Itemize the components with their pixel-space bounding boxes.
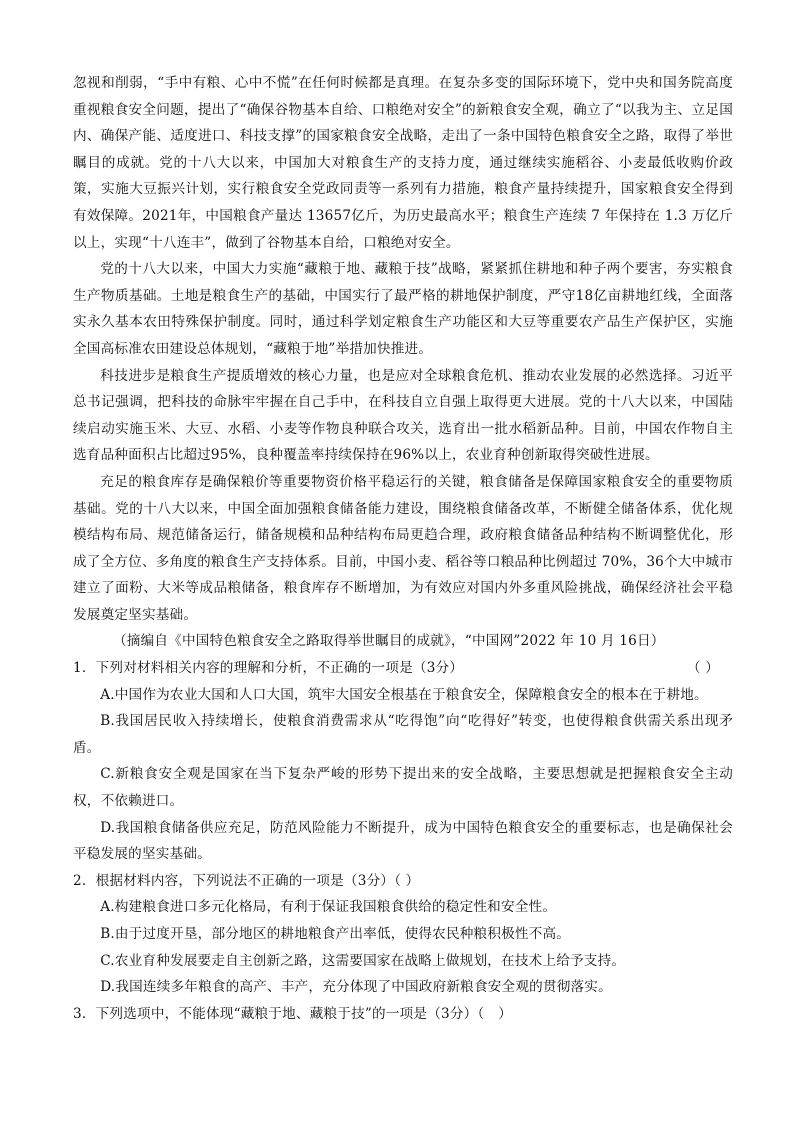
question-1-option-c: C.新粮食安全观是国家在当下复杂严峻的形势下提出来的安全战略，主要思想就是把握粮食安全主动权，不依赖进口。	[73, 766, 733, 810]
question-3-stem: 3．下列选项中，不能体现“藏粮于地、藏粮于技”的一项是（3分）（ ）	[73, 1005, 513, 1022]
question-2-stem: 2．根据材料内容，下列说法不正确的一项是（3分）（ ）	[73, 872, 420, 889]
document-page	[73, 70, 733, 1027]
question-1-stem: 1．下列对材料相关内容的理解和分析，不正确的一项是（3分）	[73, 660, 464, 677]
question-1-option-b: B.我国居民收入持续增长，使粮食消费需求从“吃得饱”向“吃得好”转变，也使得粮食供需关系出现矛盾。	[73, 713, 733, 756]
question-2-option-d: D.我国连续多年粮食的高产、丰产，充分体现了中国政府新粮食安全观的贯彻落实。	[100, 979, 612, 996]
paragraph-1: 忽视和削弱，“手中有粮、心中不慌”在任何时候都是真理。在复杂多变的国际环境下，党中央和国务院高度重视粮食安全问题，提出了“确保谷物基本自给、口粮绝对安全”的新粮食安全观，确立了“以我为主、立足国内、确保产能、适度进口、科技支撑”的国家粮食安全战略，走出了一条中国特色粮食安全之路，取得了举世瞩目的成就。党的十八大以来，中国加大对粮食生产的支持力度，通过继续实施稻谷、小麦最低收购价政策，实施大豆振兴计划，实行粮食安全党政同责等一系列有力措施，粮食产量持续提升，国家粮食安全得到有效保障。2021年，中国粮食产量达 13657亿斤，为历史最高水平；粮食生产连续 7 年保持在 1.3 万亿斤以上，实现“十八连丰”，做到了谷物基本自给，口粮绝对安全。	[73, 75, 733, 251]
question-1-option-d: D.我国粮食储备供应充足，防范风险能力不断提升，成为中国特色粮食安全的重要标志，也是确保社会平稳发展的坚实基础。	[73, 819, 733, 863]
source-citation: （摘编自《中国特色粮食安全之路取得举世瞩目的成就》，“中国网”2022 年 10 月 16日）	[113, 633, 665, 650]
question-1-option-a: A.中国作为农业大国和人口大国，筑牢大国安全根基在于粮食安全，保障粮食安全的根本在于耕地。	[100, 686, 708, 703]
paragraph-2: 党的十八大以来，中国大力实施“藏粮于地、藏粮于技”战略，紧紧抓住耕地和种子两个要害，夯实粮食生产物质基础。土地是粮食生产的基础，中国实行了最严格的耕地保护制度，严守18亿亩耕地红线，全面落实永久基本农田特殊保护制度。同时，通过科学划定粮食生产功能区和大豆等重要农产品生产保护区，实施全国高标准农田建设总体规划，“藏粮于地”举措加快推进。	[73, 261, 733, 357]
question-2-option-c: C.农业育种发展要走自主创新之路，这需要国家在战略上做规划，在技术上给予支持。	[100, 952, 626, 969]
question-2-option-a: A.构建粮食进口多元化格局，有利于保证我国粮食供给的稳定性和安全性。	[100, 899, 557, 916]
paragraph-4: 充足的粮食库存是确保粮价等重要物资价格平稳运行的关键，粮食储备是保障国家粮食安全的重要物质基础。党的十八大以来，中国全面加强粮食储备能力建设，围绕粮食储备改革，不断健全储备体系，优化规模结构布局、规范储备运行，储备规模和品种结构布局更趋合理，政府粮食储备品种结构不断调整优化，形成了全方位、多角度的粮食生产支持体系。目前，中国小麦、稻谷等口粮品种比例超过 70%，36个大中城市建立了面粉、大米等成品粮储备，粮食库存不断增加，为有效应对国内外多重风险挑战，确保经济社会平稳发展奠定坚实基础。	[73, 473, 733, 623]
question-1	[73, 655, 733, 682]
question-1-answer-paren: （ ）	[686, 660, 719, 677]
question-2-option-b: B.由于过度开垦，部分地区的耕地粮食产出率低，使得农民种粮积极性不高。	[100, 926, 571, 942]
paragraph-3: 科技进步是粮食生产提质增效的核心力量，也是应对全球粮食危机、推动农业发展的必然选择。习近平总书记强调，把科技的命脉牢牢握在自己手中，在科技自立自强上取得更大进展。党的十八大以来，中国陆续启动实施玉米、大豆、水稻、小麦等作物良种联合攻关，选育出一批水稻新品种。目前，中国农作物自主选育品种面积占比超过95%，良种覆盖率持续保持在96%以上，农业育种创新取得突破性进展。	[73, 367, 733, 464]
